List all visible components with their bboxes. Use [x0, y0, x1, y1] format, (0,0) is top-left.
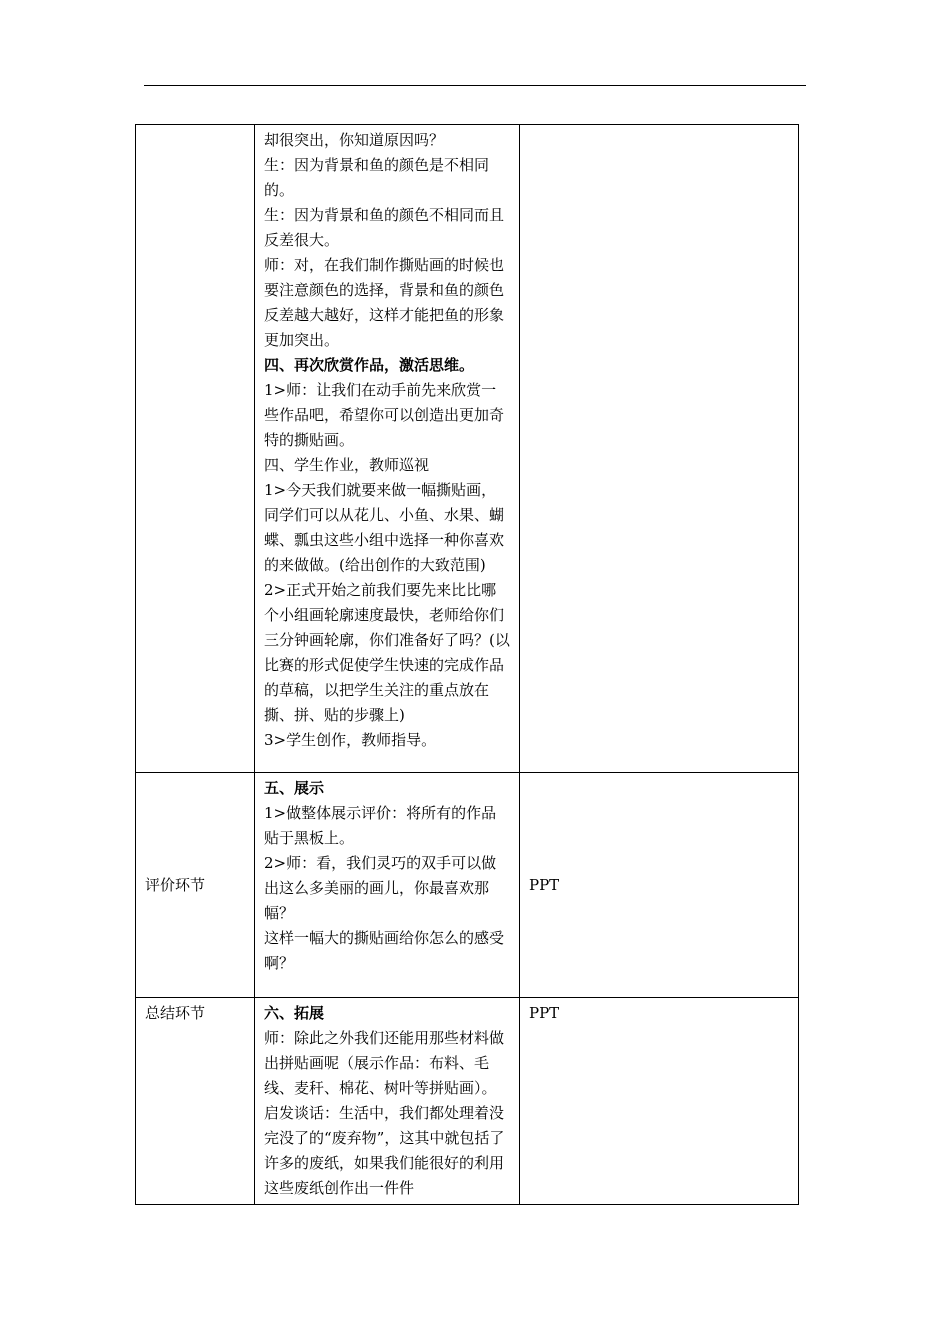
content-paragraph: 2>正式开始之前我们要先来比比哪个小组画轮廓速度最快，老师给你们三分钟画轮廓，你们准备好了吗？(以比赛的形式促使学生快速的完成作品的草稿，以把学生关注的重点放在撕、拼、贴的步骤上) [264, 581, 510, 724]
content-paragraph: 启发谈话：生活中，我们都处理着没完没了的“废弃物”，这其中就包括了许多的废纸，如果我们能很好的利用这些废纸创作出一件件 [264, 1104, 505, 1197]
content-cell [255, 998, 520, 1205]
content-cell [255, 125, 520, 773]
content-paragraph: 生：因为背景和鱼的颜色是不相同的。 [264, 156, 490, 199]
section-heading: 五、展示 [264, 779, 325, 797]
table-row [136, 773, 799, 998]
resource-cell: PPT [520, 773, 799, 998]
content-cell [255, 773, 520, 998]
content-paragraph: 生：因为背景和鱼的颜色不相同而且反差很大。 [264, 206, 505, 249]
content-paragraph: 3>学生创作，教师指导。 [264, 731, 437, 749]
stage-cell: 总结环节 [136, 998, 255, 1205]
content-paragraph: 四、学生作业，教师巡视 [264, 456, 430, 474]
resource-cell [520, 125, 799, 773]
section-heading: 四、再次欣赏作品，激活思维。 [264, 356, 475, 374]
stage-cell: 评价环节 [136, 773, 255, 998]
content-paragraph: 师：除此之外我们还能用那些材料做出拼贴画呢（展示作品：布料、毛线、麦秆、棉花、树叶等拼贴画）。 [264, 1029, 505, 1097]
content-paragraph: 1>今天我们就要来做一幅撕贴画，同学们可以从花儿、小鱼、水果、蝴蝶、瓢虫这些小组中选择一种你喜欢的来做做。(给出创作的大致范围) [264, 481, 505, 574]
stage-cell [136, 125, 255, 773]
table-row [136, 998, 799, 1205]
resource-cell: PPT [520, 998, 799, 1205]
content-paragraph: 这样一幅大的撕贴画给你怎么的感受啊？ [264, 929, 505, 972]
lesson-plan-table [135, 124, 799, 1205]
content-paragraph: 师：对，在我们制作撕贴画的时候也要注意颜色的选择，背景和鱼的颜色反差越大越好，这样才能把鱼的形象更加突出。 [264, 256, 505, 349]
section-heading: 六、拓展 [264, 1004, 325, 1022]
table-row [136, 125, 799, 773]
content-paragraph: 2>师：看，我们灵巧的双手可以做出这么多美丽的画儿，你最喜欢那幅？ [264, 854, 497, 922]
content-paragraph: 1>师：让我们在动手前先来欣赏一些作品吧，希望你可以创造出更加奇特的撕贴画。 [264, 381, 505, 449]
header-rule [144, 85, 806, 86]
content-paragraph: 却很突出，你知道原因吗？ [264, 131, 445, 149]
content-paragraph: 1>做整体展示评价：将所有的作品贴于黑板上。 [264, 804, 497, 847]
